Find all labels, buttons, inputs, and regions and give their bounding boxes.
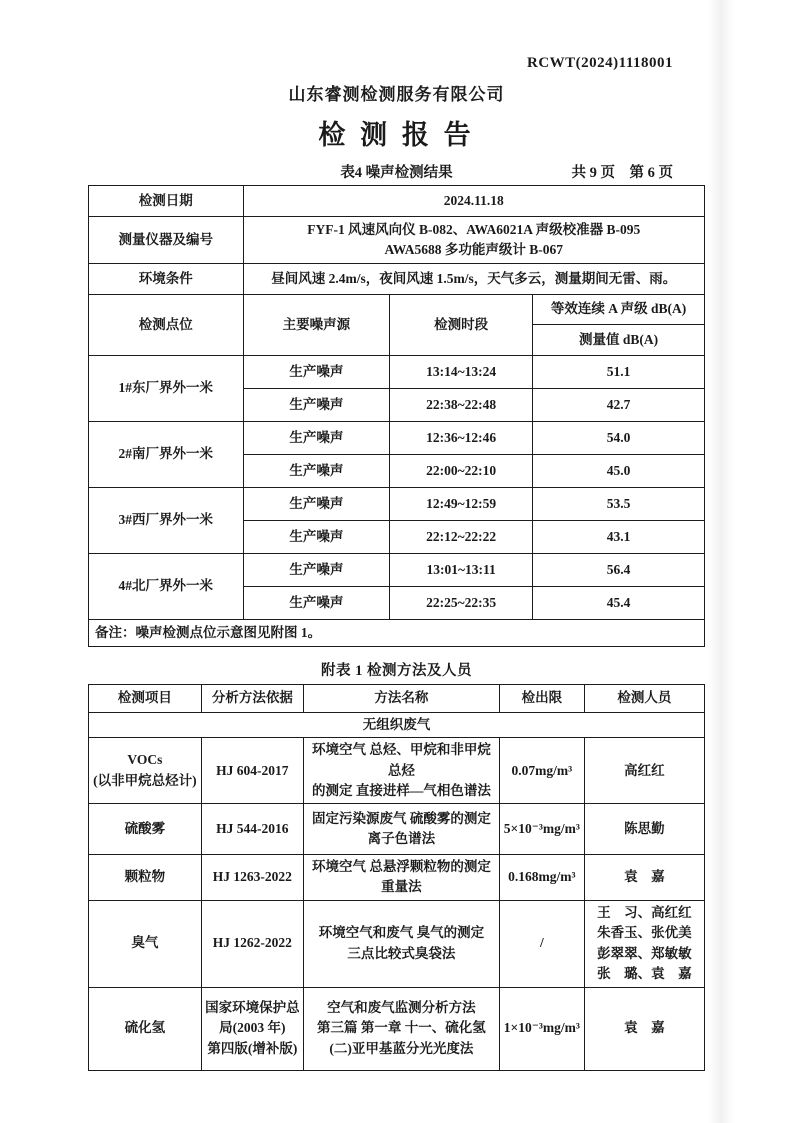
method-line: 三点比较式臭袋法: [347, 945, 456, 961]
measured-value-cell: 42.7: [533, 389, 705, 422]
section-header-fugitive-gas: 无组织废气: [89, 713, 705, 738]
item-cell: [89, 738, 202, 804]
remark-note: 备注：噪声检测点位示意图见附图 1。: [89, 620, 705, 647]
item-line: (以非甲烷总烃计): [93, 772, 197, 788]
time-period-cell: 13:01~13:11: [390, 554, 533, 587]
measured-value-cell: 43.1: [533, 521, 705, 554]
personnel-line: 张 璐、袁 嘉: [597, 965, 692, 981]
method-line: 空气和废气监测分析方法: [327, 1000, 476, 1016]
environment-label: 环境条件: [89, 264, 244, 295]
method-cell: [303, 804, 499, 855]
personnel-line: 王 习、高红红: [597, 905, 692, 920]
measured-value-cell: 56.4: [533, 554, 705, 587]
method-line: 的测定 直接进样—气相色谱法: [311, 782, 491, 798]
personnel-cell: 高红红: [584, 738, 704, 804]
time-period-cell: 22:25~22:35: [390, 587, 533, 620]
methods-table-caption: 附表 1 检测方法及人员: [321, 663, 472, 679]
environment-value: 昼间风速 2.4m/s，夜间风速 1.5m/s，天气多云，测量期间无雷、雨。: [243, 264, 704, 295]
item-line: VOCs: [127, 752, 163, 768]
item-cell: 硫化氢: [89, 987, 202, 1070]
page-number-info: 共 9 页 第 6 页: [571, 165, 673, 181]
scan-edge-shadow: [708, 0, 738, 1123]
personnel-cell: 袁 嘉: [584, 855, 704, 901]
item-cell: 硫酸雾: [89, 804, 202, 855]
col-header-level-group: 等效连续 A 声级 dB(A): [533, 295, 705, 325]
monitoring-point-cell: 1#东厂界外一米: [89, 356, 244, 422]
measured-value-cell: 45.0: [533, 455, 705, 488]
limit-cell: /: [499, 900, 584, 987]
basis-line: 局(2003 年): [219, 1020, 286, 1036]
table4-caption: 表4 噪声检测结果: [340, 165, 453, 181]
time-period-cell: 22:00~22:10: [390, 455, 533, 488]
method-line: 第三篇 第一章 十一、硫化氢: [317, 1020, 486, 1036]
method-line: 离子色谱法: [367, 831, 436, 846]
noise-source-cell: 生产噪声: [243, 356, 390, 389]
col-header-source: 主要噪声源: [243, 295, 390, 356]
basis-cell: HJ 1263-2022: [201, 855, 303, 901]
detection-date-value: 2024.11.18: [243, 186, 704, 217]
col-header-method: 方法名称: [303, 685, 499, 713]
measured-value-cell: 53.5: [533, 488, 705, 521]
personnel-cell: 袁 嘉: [584, 987, 704, 1070]
noise-source-cell: 生产噪声: [243, 422, 390, 455]
page-content: [88, 0, 705, 1071]
noise-source-cell: 生产噪声: [243, 389, 390, 422]
document-number: RCWT(2024)1118001: [526, 55, 673, 71]
noise-results-table: [88, 185, 705, 647]
personnel-cell: [584, 900, 704, 987]
personnel-line: 彭翠翠、郑敏敏: [597, 945, 692, 961]
personnel-cell: 陈思勤: [584, 804, 704, 855]
measured-value-cell: 54.0: [533, 422, 705, 455]
method-line: 重量法: [381, 879, 422, 895]
detection-date-label: 检测日期: [89, 186, 244, 217]
time-period-cell: 12:36~12:46: [390, 422, 533, 455]
time-period-cell: 12:49~12:59: [390, 488, 533, 521]
col-header-personnel: 检测人员: [584, 685, 704, 713]
monitoring-point-cell: 2#南厂界外一米: [89, 422, 244, 488]
method-line: (二)亚甲基蓝分光光度法: [329, 1040, 474, 1056]
time-period-cell: 22:12~22:22: [390, 521, 533, 554]
method-cell: [303, 855, 499, 901]
basis-cell: HJ 604-2017: [201, 738, 303, 804]
basis-line: 第四版(增补版): [207, 1040, 298, 1056]
basis-cell: HJ 544-2016: [201, 804, 303, 855]
method-cell: [303, 738, 499, 804]
noise-source-cell: 生产噪声: [243, 488, 390, 521]
limit-cell: 0.168mg/m³: [499, 855, 584, 901]
company-name: 山东睿测检测服务有限公司: [288, 85, 505, 104]
col-header-point: 检测点位: [89, 295, 244, 356]
limit-cell: 5×10⁻³mg/m³: [499, 804, 584, 855]
method-cell: [303, 987, 499, 1070]
measured-value-cell: 45.4: [533, 587, 705, 620]
noise-source-cell: 生产噪声: [243, 554, 390, 587]
method-line: 环境空气 总悬浮颗粒物的测定: [311, 859, 491, 874]
basis-cell: [201, 987, 303, 1070]
method-cell: [303, 900, 499, 987]
instruments-line: FYF-1 风速风向仪 B-082、AWA6021A 声级校准器 B-095: [307, 221, 641, 237]
table4-caption-row: [88, 161, 705, 183]
instruments-line: AWA5688 多功能声级计 B-067: [384, 242, 564, 257]
methods-personnel-table: [88, 684, 705, 1071]
item-cell: 颗粒物: [89, 855, 202, 901]
limit-cell: 1×10⁻³mg/m³: [499, 987, 584, 1070]
personnel-line: 朱香玉、张优美: [597, 925, 692, 941]
limit-cell: 0.07mg/m³: [499, 738, 584, 804]
monitoring-point-cell: 3#西厂界外一米: [89, 488, 244, 554]
noise-source-cell: 生产噪声: [243, 521, 390, 554]
method-line: 环境空气 总烃、甲烷和非甲烷总烃: [311, 742, 491, 778]
method-line: 环境空气和废气 臭气的测定: [318, 925, 485, 941]
col-header-period: 检测时段: [390, 295, 533, 356]
item-cell: 臭气: [89, 900, 202, 987]
col-header-item: 检测项目: [89, 685, 202, 713]
noise-source-cell: 生产噪声: [243, 455, 390, 488]
basis-line: 国家环境保护总: [205, 1000, 300, 1016]
time-period-cell: 22:38~22:48: [390, 389, 533, 422]
instruments-value: [243, 217, 704, 264]
col-header-level-sub: 测量值 dB(A): [533, 325, 705, 356]
basis-cell: HJ 1262-2022: [201, 900, 303, 987]
report-title: 检 测 报 告: [318, 120, 475, 150]
instruments-label: 测量仪器及编号: [89, 217, 244, 264]
measured-value-cell: 51.1: [533, 356, 705, 389]
noise-source-cell: 生产噪声: [243, 587, 390, 620]
time-period-cell: 13:14~13:24: [390, 356, 533, 389]
col-header-basis: 分析方法依据: [201, 685, 303, 713]
col-header-limit: 检出限: [499, 685, 584, 713]
monitoring-point-cell: 4#北厂界外一米: [89, 554, 244, 620]
method-line: 固定污染源废气 硫酸雾的测定: [311, 810, 491, 826]
